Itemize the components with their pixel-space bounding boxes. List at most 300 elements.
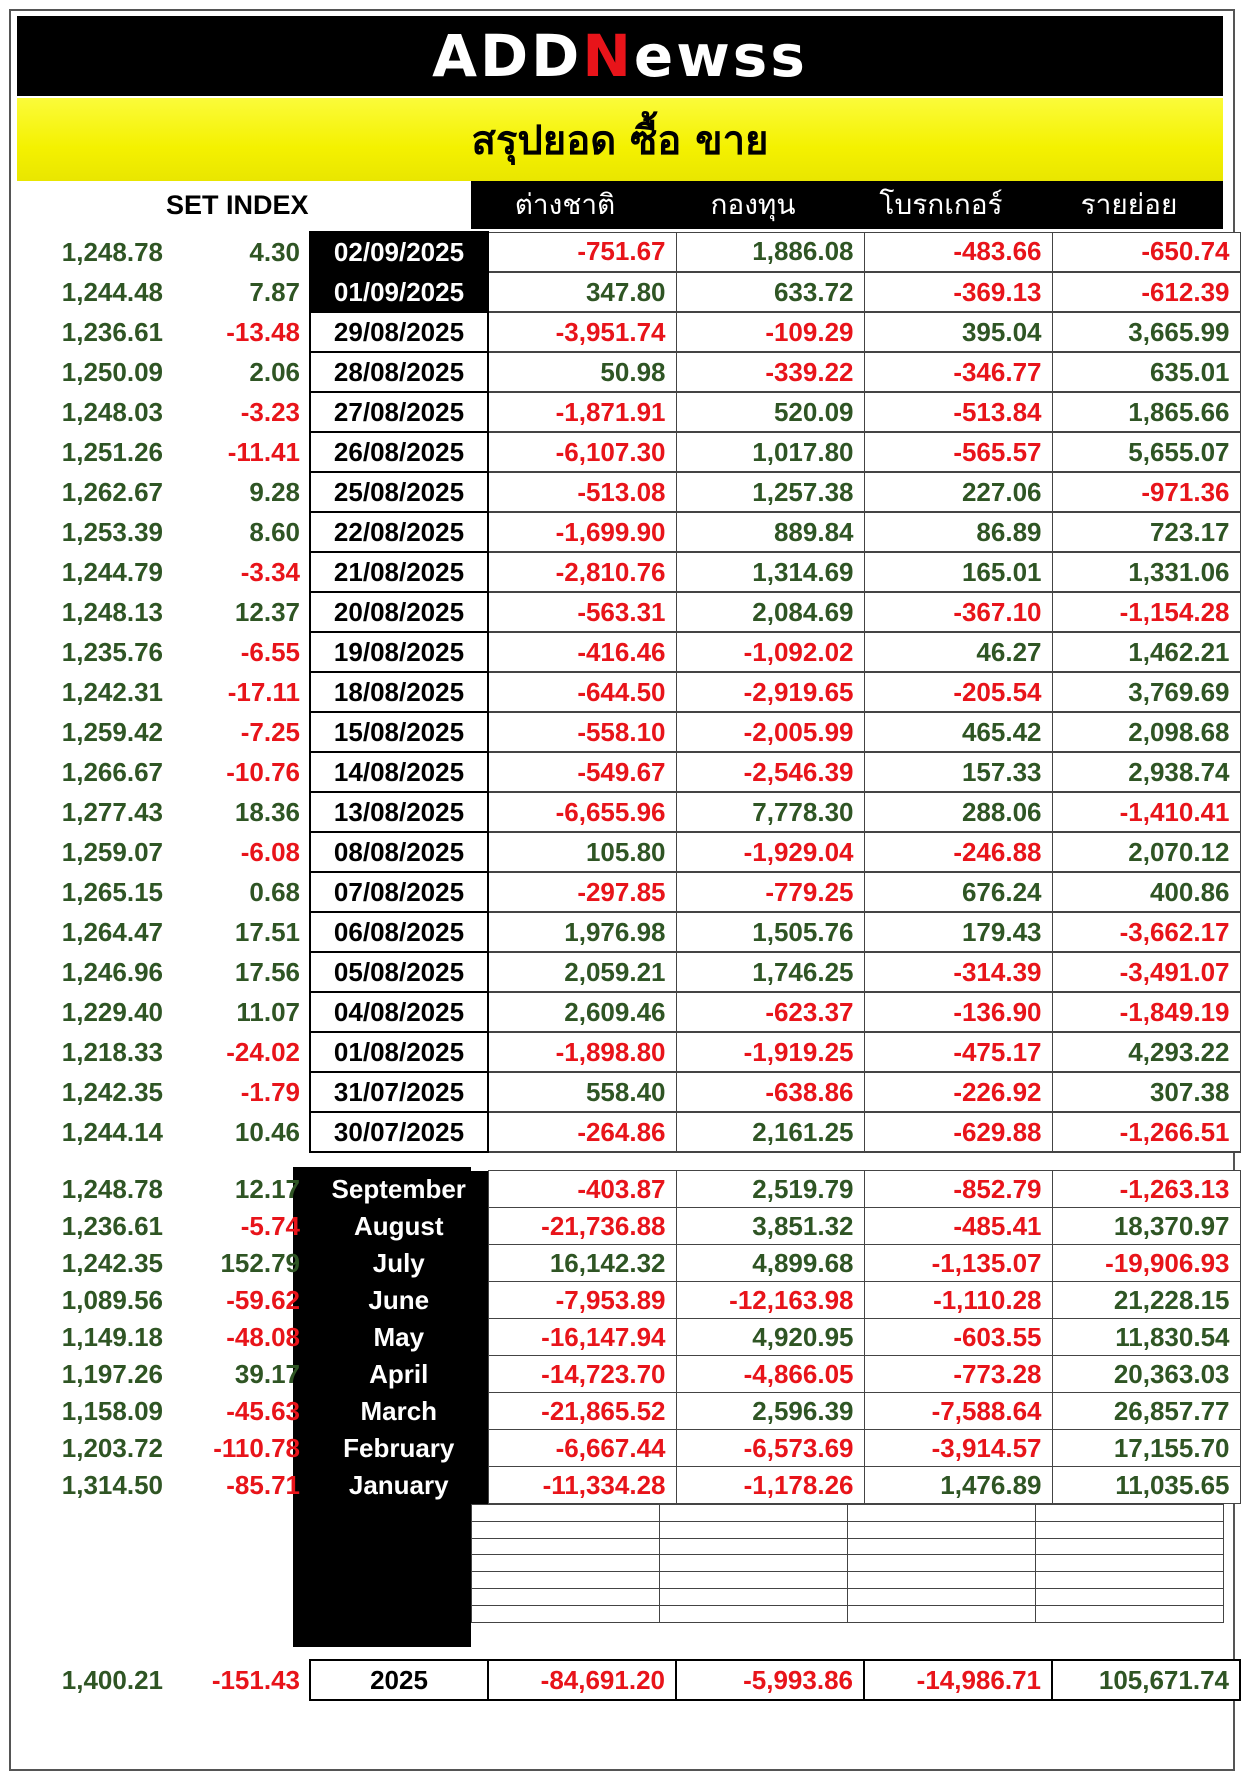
- date-cell: 26/08/2025: [310, 432, 488, 472]
- spacer: [300, 1393, 310, 1430]
- monthly-row: [17, 1319, 1240, 1356]
- set-index-change: -10.76: [226, 756, 300, 787]
- fund-value: 1,257.38: [676, 472, 864, 512]
- empty-row: [472, 1505, 1224, 1522]
- spacer: [300, 1467, 310, 1504]
- empty-cell: [472, 1538, 660, 1555]
- brand-logo: ADDNewss: [432, 22, 808, 90]
- empty-cell: [472, 1505, 660, 1522]
- spacer: [300, 912, 310, 952]
- column-header-bar: [471, 181, 1223, 229]
- spacer: [300, 472, 310, 512]
- daily-row: [17, 1112, 1240, 1152]
- foreign-value: 16,142.32: [488, 1245, 676, 1282]
- foreign-value: -21,865.52: [488, 1393, 676, 1430]
- spacer: [300, 792, 310, 832]
- date-cell: 19/08/2025: [310, 632, 488, 672]
- retail-value: -3,491.07: [1052, 952, 1240, 992]
- year-total-table: [17, 1659, 1241, 1701]
- set-index-change: 17.51: [234, 916, 300, 947]
- retail-value: 3,769.69: [1052, 672, 1240, 712]
- retail-value: 400.86: [1052, 872, 1240, 912]
- empty-cell: [1036, 1555, 1224, 1572]
- set-index-value: 1,266.67: [61, 756, 163, 787]
- set-index-value: 1,259.42: [61, 716, 163, 747]
- set-index-value: 1,248.78: [61, 236, 163, 267]
- foreign-value: 558.40: [488, 1072, 676, 1112]
- broker-value: -246.88: [864, 832, 1052, 872]
- foreign-value: 50.98: [488, 352, 676, 392]
- set-index-change: 0.68: [249, 876, 300, 907]
- broker-value: -3,914.57: [864, 1430, 1052, 1467]
- broker-value: -346.77: [864, 352, 1052, 392]
- set-index-value: 1,251.26: [61, 436, 163, 467]
- retail-value: 723.17: [1052, 512, 1240, 552]
- date-cell: 31/07/2025: [310, 1072, 488, 1112]
- spacer: [300, 1282, 310, 1319]
- set-index-value: 1,235.76: [61, 636, 163, 667]
- daily-row: [17, 552, 1240, 592]
- fund-value: 2,519.79: [676, 1171, 864, 1208]
- set-index-value: 1,242.35: [61, 1076, 163, 1107]
- set-index-change: 2.06: [249, 356, 300, 387]
- fund-value: 1,314.69: [676, 552, 864, 592]
- date-cell: 25/08/2025: [310, 472, 488, 512]
- foreign-value: -563.31: [488, 592, 676, 632]
- spacer: [300, 1660, 310, 1700]
- empty-month-rows: [471, 1504, 1224, 1623]
- daily-row: [17, 952, 1240, 992]
- set-index-value: 1,203.72: [61, 1432, 163, 1463]
- set-index-change: -59.62: [226, 1284, 300, 1315]
- fund-value: -1,919.25: [676, 1032, 864, 1072]
- spacer: [300, 832, 310, 872]
- set-index-value: 1,089.56: [61, 1284, 163, 1315]
- foreign-value: -2,810.76: [488, 552, 676, 592]
- month-cell: March: [310, 1393, 488, 1430]
- daily-row: [17, 352, 1240, 392]
- foreign-value: -297.85: [488, 872, 676, 912]
- broker-value: -483.66: [864, 232, 1052, 272]
- daily-row: [17, 1072, 1240, 1112]
- broker-value: 676.24: [864, 872, 1052, 912]
- empty-cell: [848, 1588, 1036, 1605]
- daily-row: [17, 592, 1240, 632]
- fund-value: -2,919.65: [676, 672, 864, 712]
- retail-value: 20,363.03: [1052, 1356, 1240, 1393]
- fund-value: -339.22: [676, 352, 864, 392]
- set-index-value: 1,264.47: [61, 916, 163, 947]
- date-cell: 01/08/2025: [310, 1032, 488, 1072]
- empty-cell: [660, 1588, 848, 1605]
- spacer: [300, 1112, 310, 1152]
- foreign-value: -21,736.88: [488, 1208, 676, 1245]
- foreign-value: -6,667.44: [488, 1430, 676, 1467]
- set-index-change: -24.02: [226, 1036, 300, 1067]
- broker-value: -7,588.64: [864, 1393, 1052, 1430]
- empty-cell: [472, 1521, 660, 1538]
- fund-value: 889.84: [676, 512, 864, 552]
- spacer: [300, 432, 310, 472]
- set-index-change: 39.17: [234, 1358, 300, 1389]
- empty-cell: [660, 1505, 848, 1522]
- broker-value: 157.33: [864, 752, 1052, 792]
- set-index-change: -17.11: [227, 676, 300, 707]
- empty-cell: [848, 1555, 1036, 1572]
- foreign-value: 347.80: [488, 272, 676, 312]
- set-index-change: 9.28: [249, 476, 300, 507]
- foreign-value: -16,147.94: [488, 1319, 676, 1356]
- retail-value: 1,462.21: [1052, 632, 1240, 672]
- empty-row: [472, 1538, 1224, 1555]
- set-index-value: 1,244.48: [61, 276, 163, 307]
- broker-value: -226.92: [864, 1072, 1052, 1112]
- set-index-change: 12.17: [234, 1173, 300, 1204]
- year-total-row: [17, 1660, 1240, 1700]
- daily-row: [17, 472, 1240, 512]
- fund-value: 1,886.08: [676, 232, 864, 272]
- spacer: [300, 392, 310, 432]
- set-index-value: 1,236.61: [61, 1210, 163, 1241]
- set-index-change: -5.74: [240, 1210, 300, 1241]
- set-index-value: 1,248.13: [61, 596, 163, 627]
- broker-value: -475.17: [864, 1032, 1052, 1072]
- retail-total: 105,671.74: [1052, 1660, 1240, 1700]
- retail-value: -1,263.13: [1052, 1171, 1240, 1208]
- retail-value: -971.36: [1052, 472, 1240, 512]
- retail-value: 3,665.99: [1052, 312, 1240, 352]
- foreign-value: -558.10: [488, 712, 676, 752]
- daily-row: [17, 912, 1240, 952]
- broker-value: 227.06: [864, 472, 1052, 512]
- spacer: [300, 752, 310, 792]
- spacer: [300, 1356, 310, 1393]
- foreign-value: 105.80: [488, 832, 676, 872]
- month-cell: September: [310, 1171, 488, 1208]
- fund-value: 1,746.25: [676, 952, 864, 992]
- monthly-row: [17, 1393, 1240, 1430]
- col-header-retail: รายย่อย: [1080, 188, 1178, 221]
- fund-value: -1,929.04: [676, 832, 864, 872]
- daily-row: [17, 632, 1240, 672]
- retail-value: 2,098.68: [1052, 712, 1240, 752]
- spacer: [300, 952, 310, 992]
- broker-value: -513.84: [864, 392, 1052, 432]
- retail-value: 307.38: [1052, 1072, 1240, 1112]
- spacer: [300, 872, 310, 912]
- broker-value: 395.04: [864, 312, 1052, 352]
- fund-value: 1,505.76: [676, 912, 864, 952]
- fund-value: -1,092.02: [676, 632, 864, 672]
- broker-value: -1,110.28: [864, 1282, 1052, 1319]
- daily-row: [17, 272, 1240, 312]
- empty-row: [472, 1521, 1224, 1538]
- retail-value: 1,865.66: [1052, 392, 1240, 432]
- spacer: [300, 1171, 310, 1208]
- spacer: [300, 1245, 310, 1282]
- daily-row: [17, 672, 1240, 712]
- subtitle-banner: [17, 98, 1223, 181]
- date-cell: 21/08/2025: [310, 552, 488, 592]
- fund-value: -1,178.26: [676, 1467, 864, 1504]
- set-index-change: 7.87: [249, 276, 300, 307]
- set-index-value: 1,400.21: [61, 1664, 163, 1695]
- spacer: [300, 632, 310, 672]
- set-index-value: 1,277.43: [61, 796, 163, 827]
- broker-value: -314.39: [864, 952, 1052, 992]
- monthly-row: [17, 1282, 1240, 1319]
- fund-value: 7,778.30: [676, 792, 864, 832]
- retail-value: 21,228.15: [1052, 1282, 1240, 1319]
- col-header-fund: กองทุน: [710, 188, 796, 221]
- foreign-value: -3,951.74: [488, 312, 676, 352]
- daily-table: [17, 231, 1241, 1153]
- set-index-value: 1,218.33: [61, 1036, 163, 1067]
- foreign-value: -264.86: [488, 1112, 676, 1152]
- month-cell: July: [310, 1245, 488, 1282]
- set-index-change: 11.07: [236, 996, 300, 1027]
- date-cell: 27/08/2025: [310, 392, 488, 432]
- empty-row: [472, 1588, 1224, 1605]
- broker-value: -773.28: [864, 1356, 1052, 1393]
- col-header-broker: โบรกเกอร์: [879, 188, 1003, 221]
- set-index-change: 10.46: [234, 1116, 300, 1147]
- broker-value: 46.27: [864, 632, 1052, 672]
- foreign-value: -403.87: [488, 1171, 676, 1208]
- set-index-value: 1,242.31: [61, 676, 163, 707]
- retail-value: 5,655.07: [1052, 432, 1240, 472]
- spacer: [300, 672, 310, 712]
- set-index-change: -6.55: [240, 636, 300, 667]
- date-cell: 01/09/2025: [310, 272, 488, 312]
- retail-value: 26,857.77: [1052, 1393, 1240, 1430]
- retail-value: 4,293.22: [1052, 1032, 1240, 1072]
- empty-cell: [1036, 1605, 1224, 1622]
- fund-value: -2,005.99: [676, 712, 864, 752]
- set-index-change: 18.36: [234, 796, 300, 827]
- empty-row: [472, 1555, 1224, 1572]
- daily-row: [17, 832, 1240, 872]
- foreign-value: -549.67: [488, 752, 676, 792]
- spacer: [300, 512, 310, 552]
- empty-cell: [848, 1605, 1036, 1622]
- foreign-value: -6,107.30: [488, 432, 676, 472]
- empty-cell: [472, 1555, 660, 1572]
- spacer: [300, 272, 310, 312]
- monthly-row: [17, 1171, 1240, 1208]
- retail-value: 11,035.65: [1052, 1467, 1240, 1504]
- spacer: [300, 592, 310, 632]
- month-cell: January: [310, 1467, 488, 1504]
- broker-value: 465.42: [864, 712, 1052, 752]
- date-cell: 02/09/2025: [310, 232, 488, 272]
- empty-cell: [660, 1605, 848, 1622]
- foreign-value: -6,655.96: [488, 792, 676, 832]
- empty-cell: [472, 1605, 660, 1622]
- empty-cell: [660, 1521, 848, 1538]
- set-index-change: 8.60: [249, 516, 300, 547]
- fund-value: -2,546.39: [676, 752, 864, 792]
- set-index-value: 1,197.26: [61, 1358, 163, 1389]
- foreign-value: -751.67: [488, 232, 676, 272]
- broker-value: 1,476.89: [864, 1467, 1052, 1504]
- daily-row: [17, 712, 1240, 752]
- broker-value: 165.01: [864, 552, 1052, 592]
- retail-value: 11,830.54: [1052, 1319, 1240, 1356]
- set-index-value: 1,244.14: [61, 1116, 163, 1147]
- set-index-change: 12.37: [234, 596, 300, 627]
- spacer: [300, 1208, 310, 1245]
- retail-value: -1,154.28: [1052, 592, 1240, 632]
- empty-cell: [848, 1572, 1036, 1589]
- date-cell: 08/08/2025: [310, 832, 488, 872]
- fund-value: -779.25: [676, 872, 864, 912]
- set-index-value: 1,250.09: [61, 356, 163, 387]
- daily-row: [17, 392, 1240, 432]
- set-index-value: 1,244.79: [61, 556, 163, 587]
- broker-value: -603.55: [864, 1319, 1052, 1356]
- date-cell: 29/08/2025: [310, 312, 488, 352]
- monthly-table: [17, 1170, 1241, 1504]
- retail-value: -1,266.51: [1052, 1112, 1240, 1152]
- set-index-value: 1,229.40: [61, 996, 163, 1027]
- fund-value: 2,084.69: [676, 592, 864, 632]
- date-cell: 04/08/2025: [310, 992, 488, 1032]
- broker-value: 86.89: [864, 512, 1052, 552]
- daily-row: [17, 512, 1240, 552]
- set-index-change: -151.43: [211, 1664, 300, 1695]
- spacer: [300, 232, 310, 272]
- retail-value: 17,155.70: [1052, 1430, 1240, 1467]
- set-index-change: -85.71: [226, 1469, 300, 1500]
- fund-value: 2,596.39: [676, 1393, 864, 1430]
- foreign-value: -1,871.91: [488, 392, 676, 432]
- fund-value: -623.37: [676, 992, 864, 1032]
- spacer: [300, 992, 310, 1032]
- monthly-row: [17, 1467, 1240, 1504]
- fund-value: -4,866.05: [676, 1356, 864, 1393]
- foreign-value: -14,723.70: [488, 1356, 676, 1393]
- broker-value: 288.06: [864, 792, 1052, 832]
- foreign-value: -1,898.80: [488, 1032, 676, 1072]
- spacer: [300, 552, 310, 592]
- foreign-value: -416.46: [488, 632, 676, 672]
- date-cell: 14/08/2025: [310, 752, 488, 792]
- set-index-change: 17.56: [234, 956, 300, 987]
- set-index-value: 1,262.67: [61, 476, 163, 507]
- fund-value: 633.72: [676, 272, 864, 312]
- empty-cell: [1036, 1521, 1224, 1538]
- daily-row: [17, 1032, 1240, 1072]
- foreign-value: -1,699.90: [488, 512, 676, 552]
- empty-cell: [660, 1555, 848, 1572]
- set-index-change: -45.63: [226, 1395, 300, 1426]
- set-index-value: 1,158.09: [61, 1395, 163, 1426]
- retail-value: -1,849.19: [1052, 992, 1240, 1032]
- broker-value: -367.10: [864, 592, 1052, 632]
- foreign-value: 2,609.46: [488, 992, 676, 1032]
- broker-value: -485.41: [864, 1208, 1052, 1245]
- set-index-value: 1,149.18: [61, 1321, 163, 1352]
- retail-value: -1,410.41: [1052, 792, 1240, 832]
- fund-value: -109.29: [676, 312, 864, 352]
- set-index-value: 1,265.15: [61, 876, 163, 907]
- date-cell: 20/08/2025: [310, 592, 488, 632]
- date-cell: 18/08/2025: [310, 672, 488, 712]
- year-label: 2025: [310, 1660, 488, 1700]
- fund-value: -638.86: [676, 1072, 864, 1112]
- page-title: สรุปยอด ซื้อ ขาย: [471, 117, 769, 164]
- retail-value: -19,906.93: [1052, 1245, 1240, 1282]
- fund-total: -5,993.86: [676, 1660, 864, 1700]
- set-index-change: -6.08: [240, 836, 300, 867]
- set-index-change: -3.34: [240, 556, 300, 587]
- set-index-value: 1,242.35: [61, 1247, 163, 1278]
- set-index-value: 1,248.78: [61, 1173, 163, 1204]
- retail-value: 1,331.06: [1052, 552, 1240, 592]
- foreign-value: -7,953.89: [488, 1282, 676, 1319]
- monthly-row: [17, 1356, 1240, 1393]
- spacer: [300, 1072, 310, 1112]
- monthly-row: [17, 1430, 1240, 1467]
- set-index-value: 1,248.03: [61, 396, 163, 427]
- month-cell: April: [310, 1356, 488, 1393]
- broker-value: -1,135.07: [864, 1245, 1052, 1282]
- fund-value: -12,163.98: [676, 1282, 864, 1319]
- foreign-value: 2,059.21: [488, 952, 676, 992]
- month-cell: May: [310, 1319, 488, 1356]
- daily-row: [17, 312, 1240, 352]
- fund-value: 3,851.32: [676, 1208, 864, 1245]
- set-index-change: -110.78: [213, 1432, 300, 1463]
- broker-value: -629.88: [864, 1112, 1052, 1152]
- retail-value: -612.39: [1052, 272, 1240, 312]
- set-index-value: 1,236.61: [61, 316, 163, 347]
- spacer: [300, 1319, 310, 1356]
- set-index-change: 4.30: [249, 236, 300, 267]
- set-index-value: 1,259.07: [61, 836, 163, 867]
- set-index-value: 1,246.96: [61, 956, 163, 987]
- set-index-change: -11.41: [227, 436, 300, 467]
- fund-value: 4,899.68: [676, 1245, 864, 1282]
- daily-row: [17, 432, 1240, 472]
- date-cell: 07/08/2025: [310, 872, 488, 912]
- date-cell: 06/08/2025: [310, 912, 488, 952]
- broker-value: -369.13: [864, 272, 1052, 312]
- broker-value: -205.54: [864, 672, 1052, 712]
- foreign-value: -11,334.28: [488, 1467, 676, 1504]
- fund-value: -6,573.69: [676, 1430, 864, 1467]
- set-index-change: -7.25: [240, 716, 300, 747]
- set-index-value: 1,253.39: [61, 516, 163, 547]
- date-cell: 15/08/2025: [310, 712, 488, 752]
- fund-value: 520.09: [676, 392, 864, 432]
- empty-cell: [1036, 1572, 1224, 1589]
- monthly-row: [17, 1208, 1240, 1245]
- empty-cell: [848, 1505, 1036, 1522]
- month-cell: August: [310, 1208, 488, 1245]
- retail-value: 2,070.12: [1052, 832, 1240, 872]
- daily-row: [17, 992, 1240, 1032]
- set-index-change: -13.48: [226, 316, 300, 347]
- retail-value: -3,662.17: [1052, 912, 1240, 952]
- foreign-value: -644.50: [488, 672, 676, 712]
- set-index-change: 152.79: [220, 1247, 300, 1278]
- date-cell: 05/08/2025: [310, 952, 488, 992]
- broker-value: -136.90: [864, 992, 1052, 1032]
- retail-value: -650.74: [1052, 232, 1240, 272]
- set-index-label: SET INDEX: [166, 190, 309, 220]
